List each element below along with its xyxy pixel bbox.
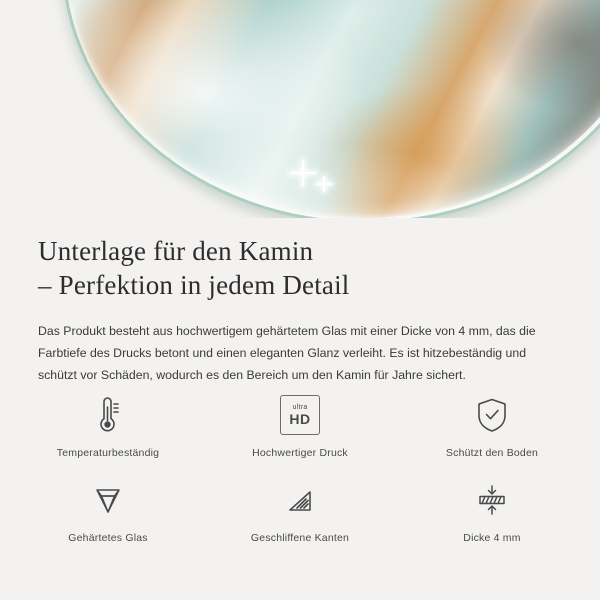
feature-label: Schützt den Boden — [445, 447, 539, 459]
feature-tempered-glass — [12, 477, 204, 544]
headline-line-1: Unterlage für den Kamin — [38, 236, 314, 266]
feature-grid — [0, 392, 600, 544]
feature-floor-protection — [396, 392, 588, 459]
headline-line-2: – Perfektion in jedem Detail — [38, 270, 350, 300]
diamond-icon — [86, 477, 130, 523]
thickness-arrows-icon — [470, 477, 514, 523]
feature-print-quality — [204, 392, 396, 459]
description-paragraph: Das Produkt besteht aus hochwertigem gehärtetem Glas mit einer Dicke von 4 mm, das die Farbtiefe des Drucks betont und einen eleganten Glanz verleiht. Es ist hitzebeständig und schützt vor Schäden, wodurch es den Bereich um den Kamin für Jahre sichert. — [38, 324, 536, 382]
ultra-hd-icon — [280, 392, 320, 438]
feature-thickness — [396, 477, 588, 544]
page-title — [0, 218, 600, 302]
feature-label: Geschliffene Kanten — [250, 532, 350, 544]
glass-plate-artwork — [62, 0, 600, 218]
feature-label: Temperaturbeständig — [56, 447, 160, 459]
ultra-hd-badge-bottom: HD — [289, 410, 311, 427]
shield-check-icon — [470, 392, 514, 438]
polished-edges-icon — [278, 477, 322, 523]
feature-label: Gehärtetes Glas — [68, 532, 148, 544]
feature-polished-edges — [204, 477, 396, 544]
feature-temperature — [12, 392, 204, 459]
text-block — [0, 218, 600, 386]
thermometer-icon — [86, 392, 130, 438]
feature-label: Hochwertiger Druck — [252, 447, 348, 459]
feature-label: Dicke 4 mm — [463, 532, 521, 544]
hero-image — [0, 0, 600, 218]
ultra-hd-badge-top: ultra — [292, 403, 308, 411]
